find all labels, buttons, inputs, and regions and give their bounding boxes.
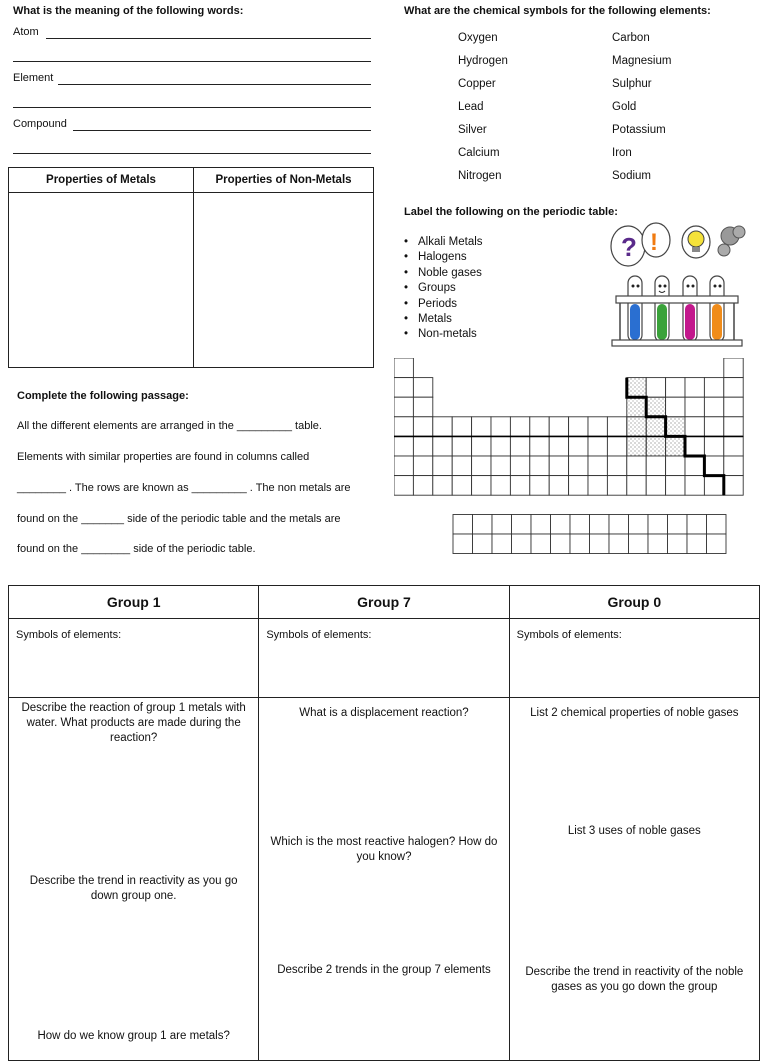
question-text: List 2 chemical properties of noble gases <box>530 707 739 719</box>
element-name: Sodium <box>612 170 651 182</box>
periodic-table-cell[interactable] <box>646 436 665 456</box>
metals-header: Properties of Metals <box>9 168 194 193</box>
periodic-table-cell[interactable] <box>627 397 646 417</box>
element-name: Calcium <box>458 147 500 159</box>
metals-answer-cell[interactable] <box>9 193 194 368</box>
periodic-table-cell[interactable] <box>607 476 626 496</box>
test-tubes-illustration <box>606 222 748 352</box>
question-text: Describe 2 trends in the group 7 elements <box>277 964 491 976</box>
periodic-table-cell[interactable] <box>510 436 529 456</box>
periodic-table-cell[interactable] <box>530 456 549 476</box>
periodic-table-cell[interactable] <box>491 436 510 456</box>
periodic-table-cell[interactable] <box>685 436 704 456</box>
passage-line: ________ . The rows are known as _________ . The non metals are <box>17 482 351 494</box>
f-block-cell[interactable] <box>492 534 512 554</box>
periodic-table-cell[interactable] <box>724 417 743 437</box>
groups-table <box>8 585 760 1061</box>
periodic-table-cell[interactable] <box>685 378 704 398</box>
periodic-table-cell[interactable] <box>607 436 626 456</box>
element-name: Copper <box>458 78 496 90</box>
element-name: Lead <box>458 101 484 113</box>
smoke-puff-icon <box>718 244 730 256</box>
f-block-cell[interactable] <box>648 534 668 554</box>
question-text: How do we know group 1 are metals? <box>37 1030 230 1042</box>
tube-liquid <box>712 304 722 340</box>
f-block-cell[interactable] <box>707 515 727 535</box>
periodic-table-cell[interactable] <box>530 436 549 456</box>
periodic-table-cell[interactable] <box>607 456 626 476</box>
periodic-table-cell[interactable] <box>472 417 491 437</box>
periodic-table-cell[interactable] <box>627 417 646 437</box>
periodic-table-cell[interactable] <box>452 476 471 496</box>
periodic-table-cell[interactable] <box>704 476 723 496</box>
nonmetals-header: Properties of Non-Metals <box>194 168 374 193</box>
f-block-cell[interactable] <box>707 534 727 554</box>
list-item: • Metals <box>404 312 483 327</box>
tube-liquid <box>657 304 667 340</box>
question-mark-icon: ? <box>621 232 637 262</box>
f-block-cell[interactable] <box>473 534 493 554</box>
element-name: Gold <box>612 101 637 113</box>
answer-line[interactable] <box>13 153 371 154</box>
periodic-table-cell[interactable] <box>510 417 529 437</box>
periodic-table-cell[interactable] <box>394 476 413 496</box>
periodic-table-cell[interactable] <box>510 456 529 476</box>
question-text: List 3 uses of noble gases <box>567 825 701 837</box>
tube-liquid <box>685 304 695 340</box>
f-block-cell[interactable] <box>609 534 629 554</box>
f-block-cell[interactable] <box>570 534 590 554</box>
periodic-table-cell[interactable] <box>607 417 626 437</box>
question-text: What is a displacement reaction? <box>299 707 469 719</box>
periodic-table-cell[interactable] <box>433 456 452 476</box>
periodic-table-cell[interactable] <box>646 456 665 476</box>
f-block-cell[interactable] <box>512 534 532 554</box>
periodic-table-cell[interactable] <box>472 476 491 496</box>
periodic-table-cell[interactable] <box>569 476 588 496</box>
element-name: Magnesium <box>612 55 672 67</box>
f-block-cell[interactable] <box>551 515 571 535</box>
group0-symbols-cell[interactable] <box>509 619 759 698</box>
list-item: • Halogens <box>404 250 483 265</box>
periodic-table-cell[interactable] <box>413 476 432 496</box>
group1-symbols-cell[interactable] <box>9 619 259 698</box>
periodic-table-cell[interactable] <box>472 456 491 476</box>
element-name: Carbon <box>612 32 650 44</box>
periodic-table-cell[interactable] <box>685 397 704 417</box>
properties-table <box>8 167 374 368</box>
element-name: Nitrogen <box>458 170 502 182</box>
word-atom: Atom <box>13 26 39 38</box>
periodic-table-cell[interactable] <box>433 476 452 496</box>
periodic-table-cell[interactable] <box>685 456 704 476</box>
periodic-table-cell[interactable] <box>588 476 607 496</box>
question-text: Describe the trend in reactivity of the noble gases as you go down the group <box>525 966 744 993</box>
group7-questions-cell[interactable] <box>259 698 509 1061</box>
periodic-table-cell[interactable] <box>666 476 685 496</box>
periodic-table-cell[interactable] <box>627 456 646 476</box>
f-block-cell[interactable] <box>492 515 512 535</box>
periodic-table-cell[interactable] <box>491 417 510 437</box>
label-list <box>404 235 483 343</box>
periodic-table-cell[interactable] <box>588 456 607 476</box>
word-compound: Compound <box>13 118 67 130</box>
periodic-table-cell[interactable] <box>724 456 743 476</box>
element-name: Silver <box>458 124 487 136</box>
word-element: Element <box>13 72 54 84</box>
f-block-cell[interactable] <box>629 534 649 554</box>
tube-rack <box>616 296 738 303</box>
periodic-table-cell[interactable] <box>452 417 471 437</box>
periodic-table-cell[interactable] <box>549 417 568 437</box>
periodic-table-grid[interactable] <box>394 358 743 495</box>
symbols-label: Symbols of elements: <box>266 629 372 641</box>
f-block-cell[interactable] <box>531 515 551 535</box>
periodic-table-cell[interactable] <box>646 476 665 496</box>
f-block-cell[interactable] <box>668 515 688 535</box>
answer-line[interactable] <box>13 61 371 62</box>
smoke-puff-icon <box>733 226 745 238</box>
f-block-cell[interactable] <box>648 515 668 535</box>
periodic-table-cell[interactable] <box>452 456 471 476</box>
f-block-cell[interactable] <box>609 515 629 535</box>
periodic-table-cell[interactable] <box>394 456 413 476</box>
periodic-table-cell[interactable] <box>724 378 743 398</box>
periodic-table-cell[interactable] <box>704 417 723 437</box>
question-text: Describe the reaction of group 1 metals with water. What products are made during the reaction? <box>21 702 246 744</box>
group1-header: Group 1 <box>9 586 259 619</box>
periodic-table-cell[interactable] <box>588 436 607 456</box>
periodic-table-cell[interactable] <box>394 378 413 398</box>
label-heading: Label the following on the periodic table: <box>404 206 618 218</box>
periodic-table-cell[interactable] <box>413 436 432 456</box>
f-block-cell[interactable] <box>590 534 610 554</box>
f-block-cell[interactable] <box>512 515 532 535</box>
periodic-table-cell[interactable] <box>530 476 549 496</box>
group7-header: Group 7 <box>259 586 509 619</box>
periodic-table-cell[interactable] <box>666 456 685 476</box>
periodic-table-cell[interactable] <box>433 417 452 437</box>
periodic-table-cell[interactable] <box>413 378 432 398</box>
nonmetals-answer-cell[interactable] <box>194 193 374 368</box>
periodic-table-cell[interactable] <box>472 436 491 456</box>
periodic-table-cell[interactable] <box>704 397 723 417</box>
periodic-table-cell[interactable] <box>588 417 607 437</box>
question-text: Which is the most reactive halogen? How do you know? <box>270 836 498 863</box>
group7-symbols-cell[interactable] <box>259 619 509 698</box>
f-block-cell[interactable] <box>473 515 493 535</box>
group0-header: Group 0 <box>509 586 759 619</box>
answer-line[interactable] <box>58 84 371 85</box>
periodic-table-cell[interactable] <box>666 397 685 417</box>
f-block-cell[interactable] <box>531 534 551 554</box>
answer-line[interactable] <box>13 107 371 108</box>
periodic-table-cell[interactable] <box>491 476 510 496</box>
periodic-table-cell[interactable] <box>491 456 510 476</box>
periodic-table-cell[interactable] <box>627 378 646 398</box>
passage-line: Elements with similar properties are found in columns called <box>17 451 310 463</box>
light-bulb-icon <box>688 231 704 247</box>
bulb-base <box>692 247 700 252</box>
list-item: • Alkali Metals <box>404 235 483 250</box>
f-block-cell[interactable] <box>668 534 688 554</box>
group0-questions-cell[interactable] <box>509 698 759 1061</box>
element-name: Oxygen <box>458 32 498 44</box>
symbols-label: Symbols of elements: <box>516 629 622 641</box>
periodic-table-cell[interactable] <box>724 358 743 378</box>
answer-line[interactable] <box>73 130 371 131</box>
periodic-table-cell[interactable] <box>413 456 432 476</box>
periodic-table-cell[interactable] <box>549 436 568 456</box>
periodic-table-cell[interactable] <box>549 476 568 496</box>
periodic-table-cell[interactable] <box>549 456 568 476</box>
blank-periodic-table[interactable] <box>394 358 746 496</box>
periodic-table-cell[interactable] <box>569 436 588 456</box>
f-block-cell[interactable] <box>629 515 649 535</box>
periodic-table-cell[interactable] <box>724 476 743 496</box>
list-item: • Periods <box>404 297 483 312</box>
passage-line: All the different elements are arranged in the _________ table. <box>17 420 322 432</box>
meaning-heading: What is the meaning of the following words: <box>13 5 244 17</box>
periodic-table-cell[interactable] <box>666 378 685 398</box>
list-item: • Noble gases <box>404 266 483 281</box>
periodic-table-cell[interactable] <box>724 436 743 456</box>
periodic-table-cell[interactable] <box>685 417 704 437</box>
f-block-cell[interactable] <box>590 515 610 535</box>
f-block-cell[interactable] <box>453 534 473 554</box>
periodic-table-cell[interactable] <box>704 378 723 398</box>
passage-line: found on the _______ side of the periodic table and the metals are <box>17 513 341 525</box>
periodic-table-cell[interactable] <box>685 476 704 496</box>
periodic-table-cell[interactable] <box>569 417 588 437</box>
periodic-table-cell[interactable] <box>510 476 529 496</box>
f-block-cell[interactable] <box>687 515 707 535</box>
element-name: Hydrogen <box>458 55 508 67</box>
element-name: Iron <box>612 147 632 159</box>
periodic-table-cell[interactable] <box>413 397 432 417</box>
periodic-table-cell[interactable] <box>646 417 665 437</box>
element-name: Potassium <box>612 124 666 136</box>
f-block-rows[interactable] <box>452 514 728 554</box>
list-item: • Groups <box>404 281 483 296</box>
exclamation-icon: ! <box>650 229 658 256</box>
periodic-table-cell[interactable] <box>394 436 413 456</box>
group1-questions-cell[interactable] <box>9 698 259 1061</box>
passage-line: found on the ________ side of the periodic table. <box>17 543 256 555</box>
periodic-table-cell[interactable] <box>666 417 685 437</box>
passage-heading: Complete the following passage: <box>17 390 189 402</box>
periodic-table-cell[interactable] <box>646 378 665 398</box>
symbols-label: Symbols of elements: <box>16 629 122 641</box>
periodic-table-cell[interactable] <box>530 417 549 437</box>
periodic-table-cell[interactable] <box>704 456 723 476</box>
answer-line[interactable] <box>46 38 371 39</box>
periodic-table-cell[interactable] <box>394 417 413 437</box>
periodic-table-cell[interactable] <box>569 456 588 476</box>
periodic-table-cell[interactable] <box>627 436 646 456</box>
periodic-table-cell[interactable] <box>666 436 685 456</box>
periodic-table-cell[interactable] <box>724 397 743 417</box>
question-text: Describe the trend in reactivity as you go down group one. <box>29 875 238 902</box>
tube-liquid <box>630 304 640 340</box>
f-block-cell[interactable] <box>687 534 707 554</box>
periodic-table-cell[interactable] <box>704 436 723 456</box>
periodic-table-cell[interactable] <box>627 476 646 496</box>
periodic-table-cell[interactable] <box>646 397 665 417</box>
periodic-table-cell[interactable] <box>394 397 413 417</box>
list-item: • Non-metals <box>404 327 483 342</box>
f-block-cell[interactable] <box>453 515 473 535</box>
periodic-table-cell[interactable] <box>452 436 471 456</box>
symbols-heading: What are the chemical symbols for the following elements: <box>404 5 711 17</box>
f-block-cell[interactable] <box>570 515 590 535</box>
periodic-table-cell[interactable] <box>433 436 452 456</box>
element-name: Sulphur <box>612 78 652 90</box>
periodic-table-cell[interactable] <box>394 358 413 378</box>
f-block-cell[interactable] <box>551 534 571 554</box>
periodic-table-cell[interactable] <box>413 417 432 437</box>
